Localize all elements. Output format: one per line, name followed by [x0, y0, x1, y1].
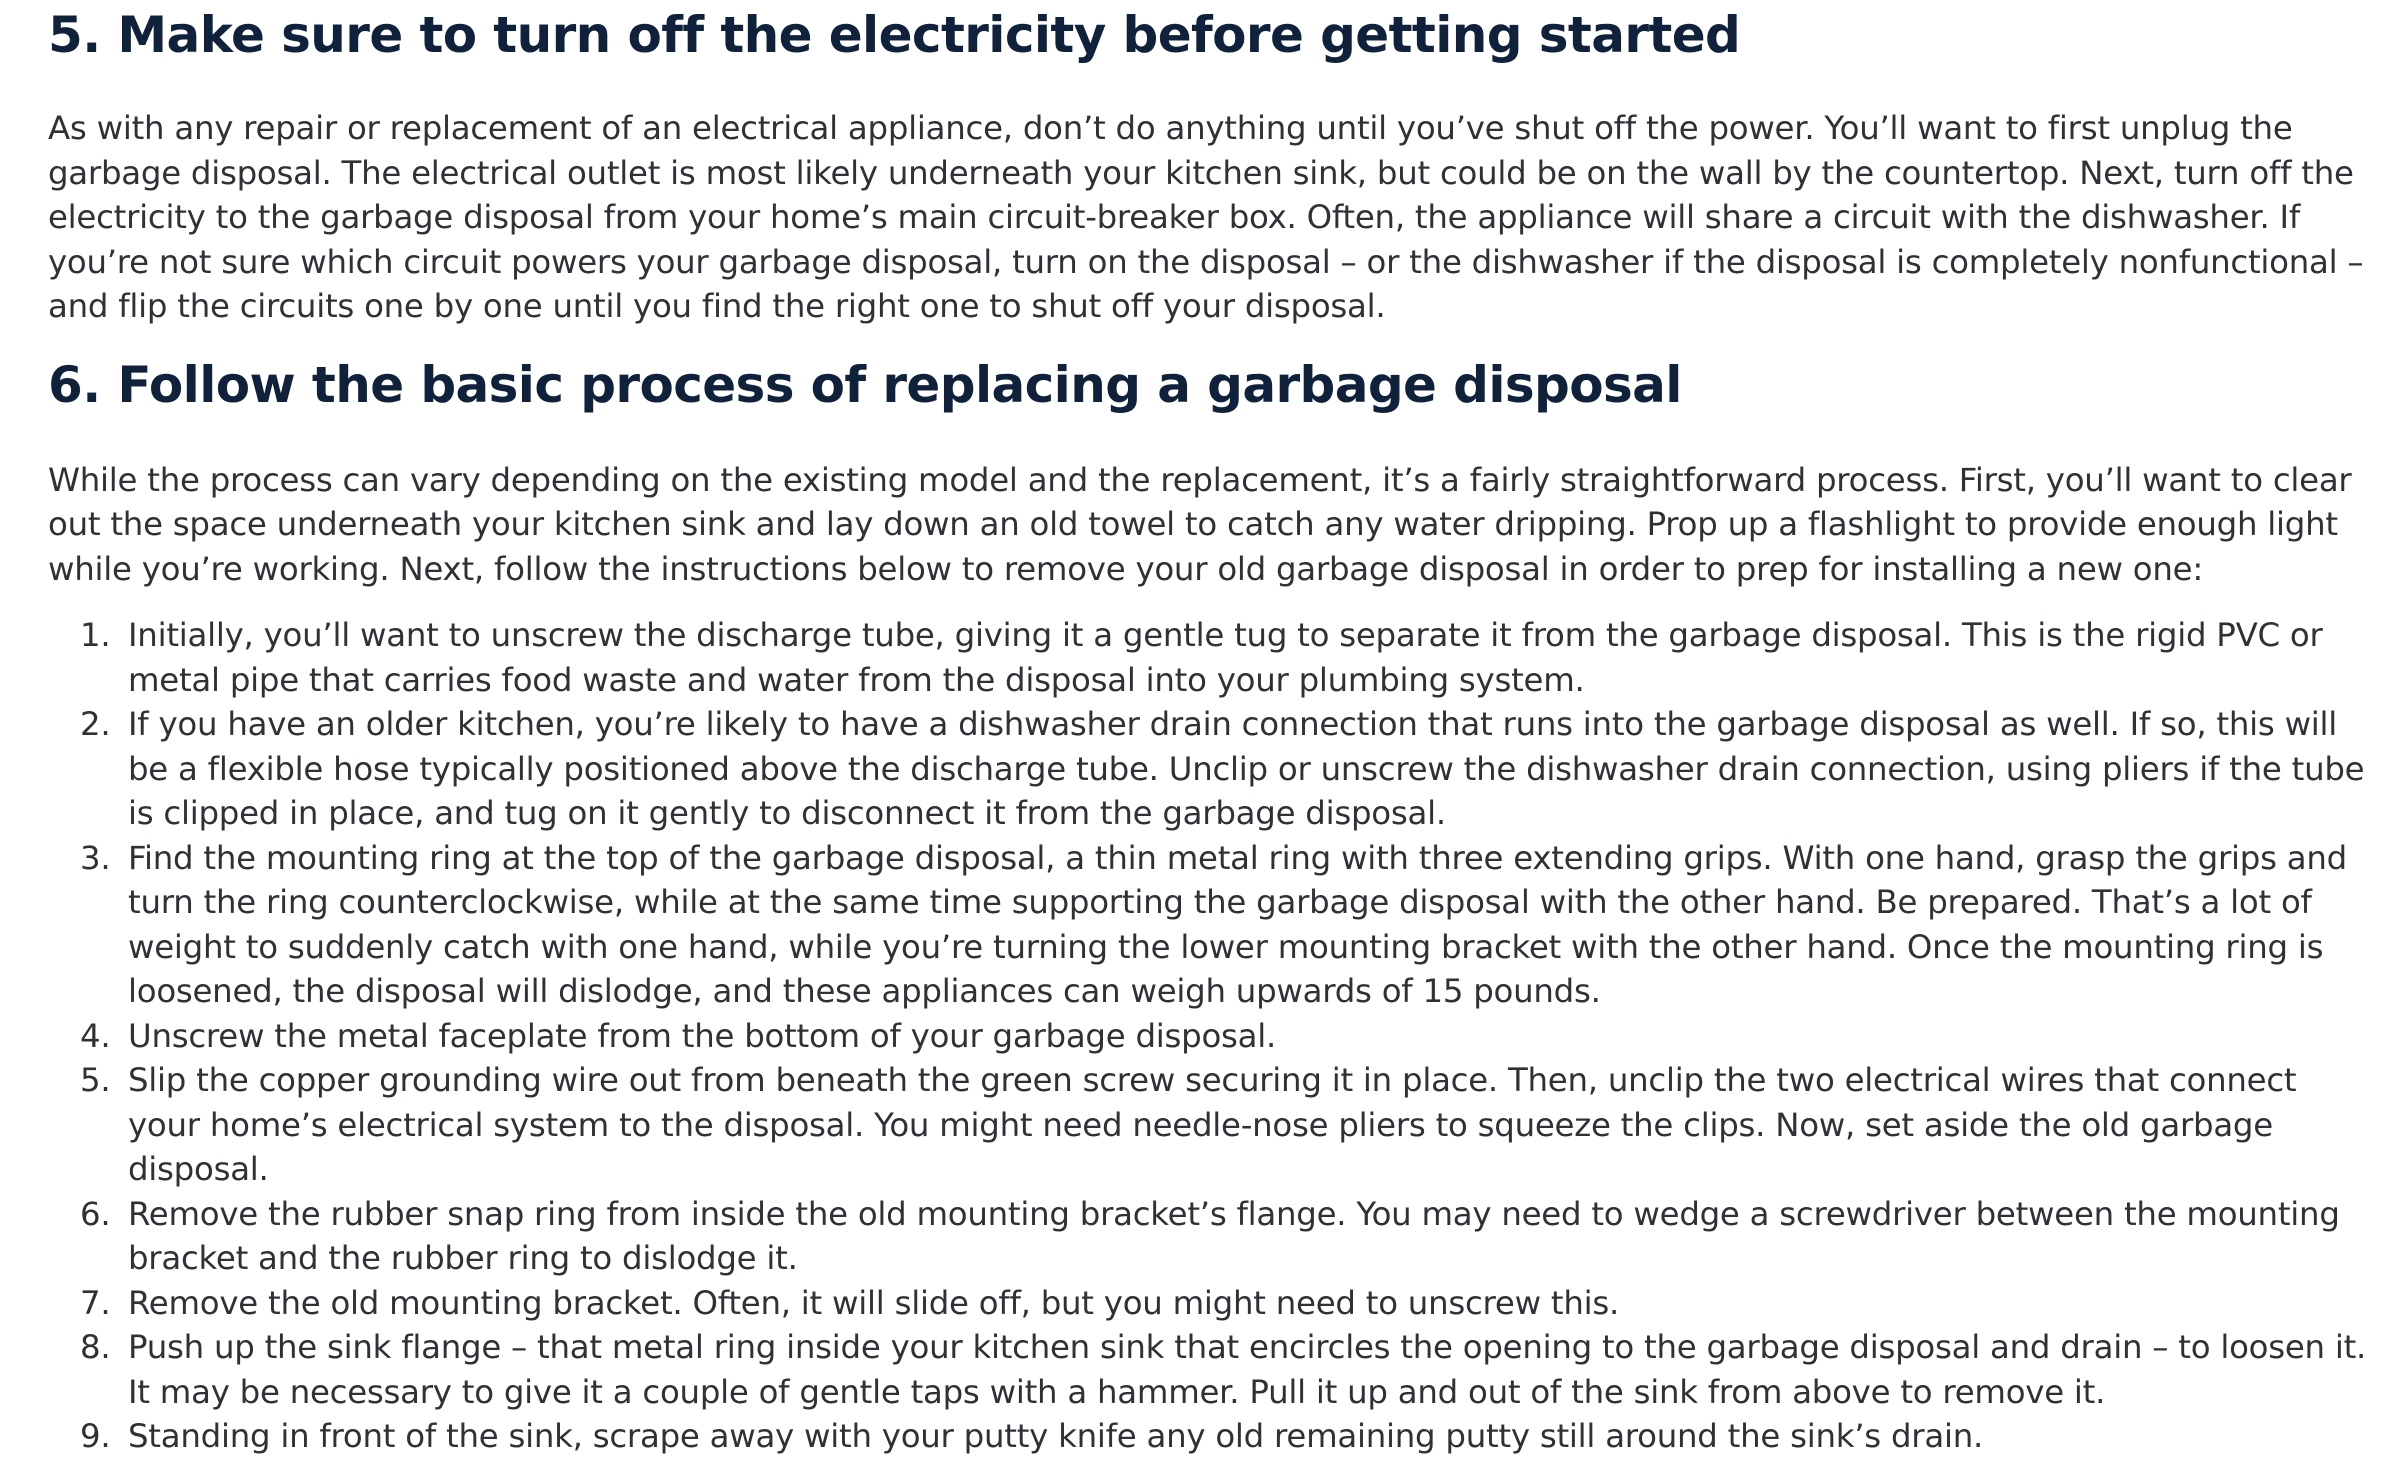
step-number: 2.	[80, 705, 111, 743]
section-6-heading: 6. Follow the basic process of replacing a garbage disposal	[48, 355, 1682, 414]
list-item-step-6	[48, 1192, 2368, 1281]
list-item-step-9	[48, 1414, 2368, 1459]
step-text: Push up the sink flange – that metal ring inside your kitchen sink that encircles the opening to the garbage disposal and drain – to loosen it. It may be necessary to give it a couple of gentle taps with a hammer. Pull it up and out of the sink from above to remove it.	[128, 1328, 2367, 1411]
list-item-step-7	[48, 1281, 2368, 1326]
step-text: Slip the copper grounding wire out from beneath the green screw securing it in place. Then, unclip the two electrical wires that connect your home’s electrical system to the disposal. You might need needle-nose pliers to squeeze the clips. Now, set aside the old garbage disposal.	[128, 1061, 2297, 1188]
step-number: 8.	[80, 1328, 111, 1366]
list-item-step-1	[48, 613, 2368, 702]
list-item-step-3	[48, 836, 2368, 1014]
section-5-heading: 5. Make sure to turn off the electricity before getting started	[48, 6, 1741, 64]
list-item-step-2	[48, 702, 2368, 836]
step-number: 4.	[80, 1016, 111, 1055]
list-item-step-5	[48, 1058, 2368, 1192]
section-6-paragraph: While the process can vary depending on the existing model and the replacement, it’s a fairly straightforward process. First, you’ll want to clear out the space underneath your kitchen sink and lay down an old towel to catch any water dripping. Prop up a flashlight to provide enough light while you’re working. Next, follow the instructions below to remove your old garbage disposal in order to prep for installing a new one:	[48, 460, 2352, 588]
step-number: 7.	[80, 1283, 111, 1322]
step-text: Initially, you’ll want to unscrew the discharge tube, giving it a gentle tug to separate it from the garbage disposal. This is the rigid PVC or metal pipe that carries food waste and water from the disposal into your plumbing system.	[128, 616, 2323, 699]
list-item-step-8	[48, 1325, 2368, 1414]
step-number: 6.	[80, 1194, 111, 1233]
step-number: 5.	[80, 1061, 111, 1099]
step-text: If you have an older kitchen, you’re likely to have a dishwasher drain connection that runs into the garbage disposal as well. If so, this will be a flexible hose typically positioned above the discharge tube. Unclip or unscrew the dishwasher drain connection, using pliers if the tube is clipped in place, and tug on it gently to disconnect it from the garbage disposal.	[128, 705, 2365, 832]
step-text: Remove the old mounting bracket. Often, it will slide off, but you might need to unscrew this.	[128, 1283, 1620, 1322]
step-number: 9.	[80, 1417, 111, 1455]
article-body	[48, 0, 2368, 1459]
step-text: Standing in front of the sink, scrape away with your putty knife any old remaining putty still around the sink’s drain.	[128, 1417, 1984, 1455]
replacement-steps-list	[48, 613, 2368, 1459]
list-item-step-4	[48, 1014, 2368, 1059]
step-text: Remove the rubber snap ring from inside the old mounting bracket’s flange. You may need to wedge a screwdriver between the mounting bracket and the rubber ring to dislodge it.	[128, 1194, 2340, 1277]
section-5-paragraph: As with any repair or replacement of an electrical appliance, don’t do anything until you’ve shut off the power. You’ll want to first unplug the garbage disposal. The electrical outlet is most likely underneath your kitchen sink, but could be on the wall by the countertop. Next, turn off the electricity to the garbage disposal from your home’s main circuit-breaker box. Often, the appliance will share a circuit with the dishwasher. If you’re not sure which circuit powers your garbage disposal, turn on the disposal – or the dishwasher if the disposal is completely nonfunctional – and flip the circuits one by one until you find the right one to shut off your disposal.	[48, 109, 2364, 325]
step-text: Find the mounting ring at the top of the garbage disposal, a thin metal ring with three extending grips. With one hand, grasp the grips and turn the ring counterclockwise, while at the same time supporting the garbage disposal with the other hand. Be prepared. That’s a lot of weight to suddenly catch with one hand, while you’re turning the lower mounting bracket with the other hand. Once the mounting ring is loosened, the disposal will dislodge, and these appliances can weigh upwards of 15 pounds.	[128, 838, 2347, 1010]
step-number: 1.	[80, 616, 111, 654]
step-number: 3.	[80, 838, 111, 877]
step-text: Unscrew the metal faceplate from the bottom of your garbage disposal.	[128, 1016, 1277, 1055]
